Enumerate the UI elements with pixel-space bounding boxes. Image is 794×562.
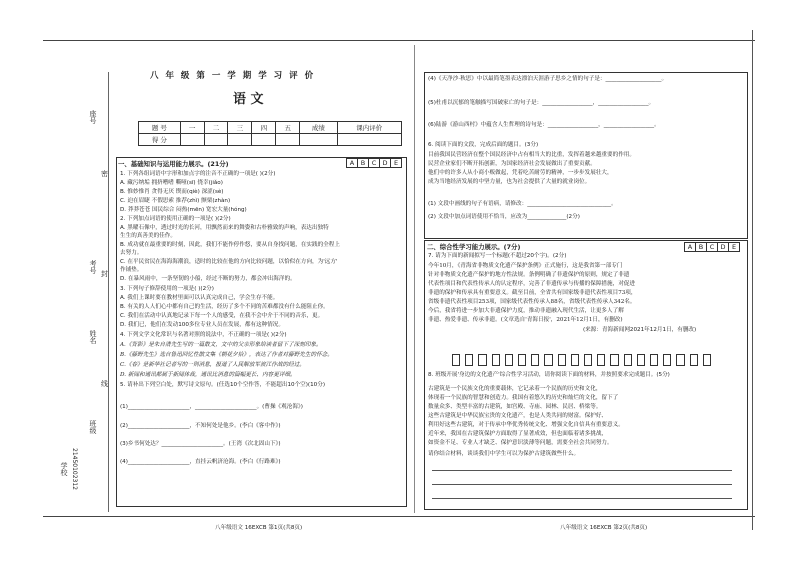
bottom-rule: [43, 516, 755, 517]
q5-stem: 5. 请补出下列空白处，默写诗文原句。(任选10个空作答，不能超出10个空)(10分): [120, 382, 326, 388]
q4-stem: 4. 下列文学文化常识与名著对照的说法中，不正确的一项是( )(2分): [120, 332, 287, 338]
answer-grid-cell[interactable]: [531, 354, 539, 366]
q7-body-6: 今后，我省将进一步加大非遗保护力度，推动非遗融入现代生活，让更多人了解: [428, 308, 624, 314]
grade-box-b: B: [358, 159, 369, 168]
answer-grid-cell[interactable]: [624, 354, 632, 366]
answer-grid-cell[interactable]: [518, 354, 526, 366]
q8-body-7: 如资金不足、专业人才缺乏、保护意识淡薄等问题，需要全社会共同努力。: [428, 440, 613, 446]
q7-body-3: 代表性项目和代表性传承人的认定程序，完善了非遗传承与传播的保障措施，对促进: [428, 281, 635, 287]
q3-opt-a: A. 我们上课时要在教材里面可以认真完成自己，学会生存不能。: [120, 295, 279, 301]
q5-blank-2: (2)______________________，不知何处是他乡。(李白《客中作》): [120, 423, 281, 429]
grade-box-c: C: [707, 243, 718, 252]
q3-opt-c: C. 我们在活动中认真地记录下每一个人的感受，在我不会中介于不同的音乐，更。: [120, 313, 324, 319]
q8-prompt: 请你结合材料，谈谈我们中学生可以为保护古建筑做些什么。: [428, 451, 580, 457]
answer-line-2[interactable]: [432, 484, 732, 485]
left-footer: 八年级语文 16EXCB 第1页(共8页): [215, 525, 303, 531]
score-head-6: 成绩: [300, 122, 337, 134]
score-head-4: 四: [252, 122, 276, 134]
scan-edge: [752, 30, 753, 530]
q5-blank-1: (1)______________________，______________________。(曹操《观沧海》): [120, 404, 303, 410]
section1-title: 一、基础知识与运用能力展示。(21分): [118, 160, 229, 168]
q1-opt-a: A. 藏污纳垢 拥挤嘈嗜 嘶哑(sī) 侥幸(jiǎo): [120, 180, 223, 186]
q2-opt-a2: 生生的真善美的佳作。: [120, 233, 176, 239]
margin-label-exam-number: 考号: [89, 260, 97, 274]
answer-grid-cell[interactable]: [703, 354, 711, 366]
score-cell: [228, 134, 252, 146]
q7-credit: (来源：青海新闻网2021年12月1日，有删改): [583, 327, 697, 333]
q8-stem: 8. 班级开展'身边的文化遗产'综合性学习活动，请你阅读下面的材料，并按照要求完成题目。(5分): [428, 372, 670, 378]
grade-box-d: D: [380, 159, 391, 168]
score-table: [138, 121, 402, 146]
q5-blank-7: (6)陆游《游山西村》中蕴含人生哲理的诗句是：__________________，__________________。: [428, 122, 660, 128]
q3-opt-b: B. 有关的人人们心中都有自己的生活，经历了多个不同的苦难都没有什么能阻止你。: [120, 304, 329, 310]
grade-box-b: B: [696, 243, 707, 252]
q8-body-1: 古建筑是一个民族文化的重要载体，它记录着一个民族的历史和文化，: [428, 386, 602, 392]
q8-body-5: 利用好这些古建筑，对于传承中华优秀传统文化、增强文化自信具有重要意义。: [428, 422, 624, 428]
q1-stem: 1. 下列各组词语中字形和加点字的注音不正确的一项是( )(2分): [120, 171, 276, 177]
q4-opt-c: C.《春》是新华社记者写的一则消息，报道了人民解放军渡江作战的经过。: [120, 362, 305, 368]
score-row-label: 得 分: [139, 134, 181, 146]
answer-grid-cell[interactable]: [544, 354, 552, 366]
section2-title: 二、综合性学习能力展示。(7分): [427, 243, 521, 251]
q8-body-3: 数量众多、类型丰富的古建筑，如宫殿、寺庙、园林、民居、桥梁等。: [428, 404, 602, 410]
q7-body-2: 针对非物质文化遗产保护的地方性法规。条例明确了非遗保护的原则，规定了非遗: [428, 272, 630, 278]
q1-opt-d: D. 莽莽苍苍 国民综合 闷热(mēn) 宽宏大量(hóng): [120, 207, 247, 213]
answer-grid-cell[interactable]: [597, 354, 605, 366]
answer-line-1[interactable]: [432, 470, 732, 471]
q2-opt-d: D. 在暴风雨中，一条坚韧的小船，经过不断的努力，都会冲出海洋的。: [120, 276, 296, 282]
answer-grid-cell[interactable]: [676, 354, 684, 366]
q6-passage-3: 他们中的许多人从小商小贩做起，凭着吃苦耐劳的精神，一步步发展壮大，: [428, 170, 613, 176]
q7-body-7: 非遗、热爱非遗、传承非遗。(文章选自'青海日报'，2021年12月1日，有删改): [428, 317, 623, 323]
score-cell: [300, 134, 337, 146]
top-rule: [43, 40, 755, 41]
q5-blank-5: (4)《天净沙·秋思》中以最简笔墨表达漂泊天涯游子思乡之情的句子是：____________________。: [428, 76, 668, 82]
q6-passage-1: 目前我国民营经济在整个国民经济中占有相当大的比重，发挥着越来越重要的作用。: [428, 152, 635, 158]
q8-body-6: 近年来，我国在古建筑保护方面取得了显著成效，但也面临着诸多挑战，: [428, 431, 608, 437]
binding-line: [108, 72, 109, 512]
q8-body-2: 体现着一个民族的智慧和创造力。我国有着悠久的历史和灿烂的文化，留下了: [428, 395, 619, 401]
seal-mark-xian: 线: [101, 380, 108, 388]
q7-answer-grid[interactable]: [452, 354, 720, 366]
exam-title: 八 年 级 第 一 学 期 学 习 评 价: [150, 71, 316, 81]
answer-grid-cell[interactable]: [558, 354, 566, 366]
q7-body-4: 非遗的保护和传承具有重要意义。截至目前，全省共有国家级非遗代表性项目73项，: [428, 290, 637, 296]
answer-grid-cell[interactable]: [505, 354, 513, 366]
q3-opt-d: D. 我们已，他们在发动100多位专业人员在发展，都有这种情况。: [120, 322, 284, 328]
margin-label-school: 学校: [60, 462, 68, 476]
q6-sub-2: (2) 文段中加点词语使用不恰当，应改为______________(2分): [428, 214, 580, 220]
answer-grid-cell[interactable]: [571, 354, 579, 366]
seal-mark-feng: 封: [101, 270, 108, 278]
score-cell: [276, 134, 300, 146]
q6-passage-4: 成为当地经济发展的中坚力量，也为社会提供了大量的就业岗位。: [428, 179, 591, 185]
q6-sub-1: (1) 文段中画线的句子有语病，请修改：______________________________。: [428, 201, 617, 207]
score-cell: [180, 134, 204, 146]
grade-box-a: A: [347, 159, 358, 168]
q2-opt-c2: 作铺垫。: [120, 267, 143, 273]
grade-box-a: A: [685, 243, 696, 252]
q5-blank-4: (4)______________________，直挂云帆济沧海。(李白《行路难》): [120, 459, 281, 465]
q2-opt-a: A. 黑曜石像中，透过时光的长河，用飘然而来的舞姿和古朴雅致的声响，表达出独特: [120, 225, 329, 231]
answer-grid-cell[interactable]: [465, 354, 473, 366]
q2-opt-b: B. 成功就在最重要的时刻，因此，我们不能作停作悠，要从自身找问题，在实践的全程上: [120, 242, 340, 248]
score-head-5: 五: [276, 122, 300, 134]
answer-grid-cell[interactable]: [610, 354, 618, 366]
answer-grid-cell[interactable]: [452, 354, 460, 366]
q7-stem: 7. 请为下面的新闻拟写一个标题(不超过20个字)。(2分): [428, 253, 567, 259]
score-head-2: 二: [204, 122, 228, 134]
right-footer: 八年级语文 16EXCB 第2页(共8页): [560, 525, 648, 531]
score-head-7: 课内评价: [337, 122, 401, 134]
q7-body-5: 省级非遗代表性项目253项，国家级代表性传承人88名，省级代表性传承人342名。: [428, 299, 636, 305]
q1-opt-b: B. 惟妙惟肖 贪得无厌 锲而(qiè) 深涩(sè): [120, 189, 224, 195]
q5-blank-6: (5)杜甫以沉郁的笔触描写国破家亡的句子是：__________________，__________________。: [428, 100, 655, 106]
score-head-1: 一: [180, 122, 204, 134]
score-cell: [337, 134, 401, 146]
q6-passage-2: 民营企业家们不断开拓创新，为国家经济社会发展做出了重要贡献。: [428, 161, 596, 167]
q7-body-1: 今年10月，《青海省非物质文化遗产保护条例》正式施行，这是我省第一部专门: [428, 263, 623, 269]
q3-stem: 3. 下列句子修辞使用的一项是( )(2分): [120, 286, 214, 292]
subject-title: 语 文: [233, 92, 264, 107]
q8-body-4: 这些古建筑是中华民族宝贵的文化遗产，也是人类共同的财富。保护好、: [428, 413, 608, 419]
q2-opt-c: C. 在平民贫民在海海海潮浪，适时的比较在他的方向比较问题，以恰似在方向，为'远方': [120, 259, 338, 265]
q1-opt-c: C. 迫在眉睫 不假思索 推荐(zhì) 颤栗(zhàn): [120, 198, 231, 204]
q5-blank-3: (3)乡书何处达？______________________。(王湾《次北固山下》): [120, 441, 281, 447]
grade-box-c: C: [369, 159, 380, 168]
seal-mark-mi: 密: [101, 170, 108, 178]
answer-grid-cell[interactable]: [663, 354, 671, 366]
score-cell: [252, 134, 276, 146]
q6-stem: 6. 阅读下面的文段，完成后面的题目。(3分): [428, 142, 539, 148]
margin-code: 21450102312: [71, 448, 78, 490]
margin-label-name: 姓名: [89, 330, 97, 344]
grade-box-d: D: [718, 243, 729, 252]
answer-grid-cell[interactable]: [650, 354, 658, 366]
q4-opt-a: A.《背影》是朱自清先生写的一篇散文，文中的父亲形象给读者留下了深刻印象。: [120, 342, 322, 348]
answer-grid-cell[interactable]: [492, 354, 500, 366]
answer-grid-cell[interactable]: [690, 354, 698, 366]
score-cell: [204, 134, 228, 146]
q2-stem: 2. 下列加点词语的使用正确的一项是( )(2分): [120, 216, 231, 222]
answer-grid-cell[interactable]: [478, 354, 486, 366]
q4-opt-b: B.《藤野先生》选自鲁迅回忆性散文集《朝花夕拾》，表达了作者对藤野先生的怀念。: [120, 352, 333, 358]
section2-score-box: [684, 242, 740, 252]
answer-line-3[interactable]: [432, 498, 732, 499]
section1-score-box: [346, 158, 402, 168]
answer-grid-cell[interactable]: [637, 354, 645, 366]
score-head-3: 三: [228, 122, 252, 134]
margin-label-class: 班级: [89, 420, 97, 434]
margin-label-seat: 座号: [89, 110, 97, 124]
grade-box-e: E: [729, 243, 740, 252]
q2-opt-b2: 去努力。: [120, 250, 143, 256]
q4-opt-d: D. 新闻和通讯都属于新闻体裁，通讯比消息的篇幅更长、内容更详细。: [120, 372, 296, 378]
score-head-0: 题 号: [139, 122, 181, 134]
page-divider: [414, 45, 415, 513]
answer-grid-cell[interactable]: [584, 354, 592, 366]
grade-box-e: E: [391, 159, 402, 168]
